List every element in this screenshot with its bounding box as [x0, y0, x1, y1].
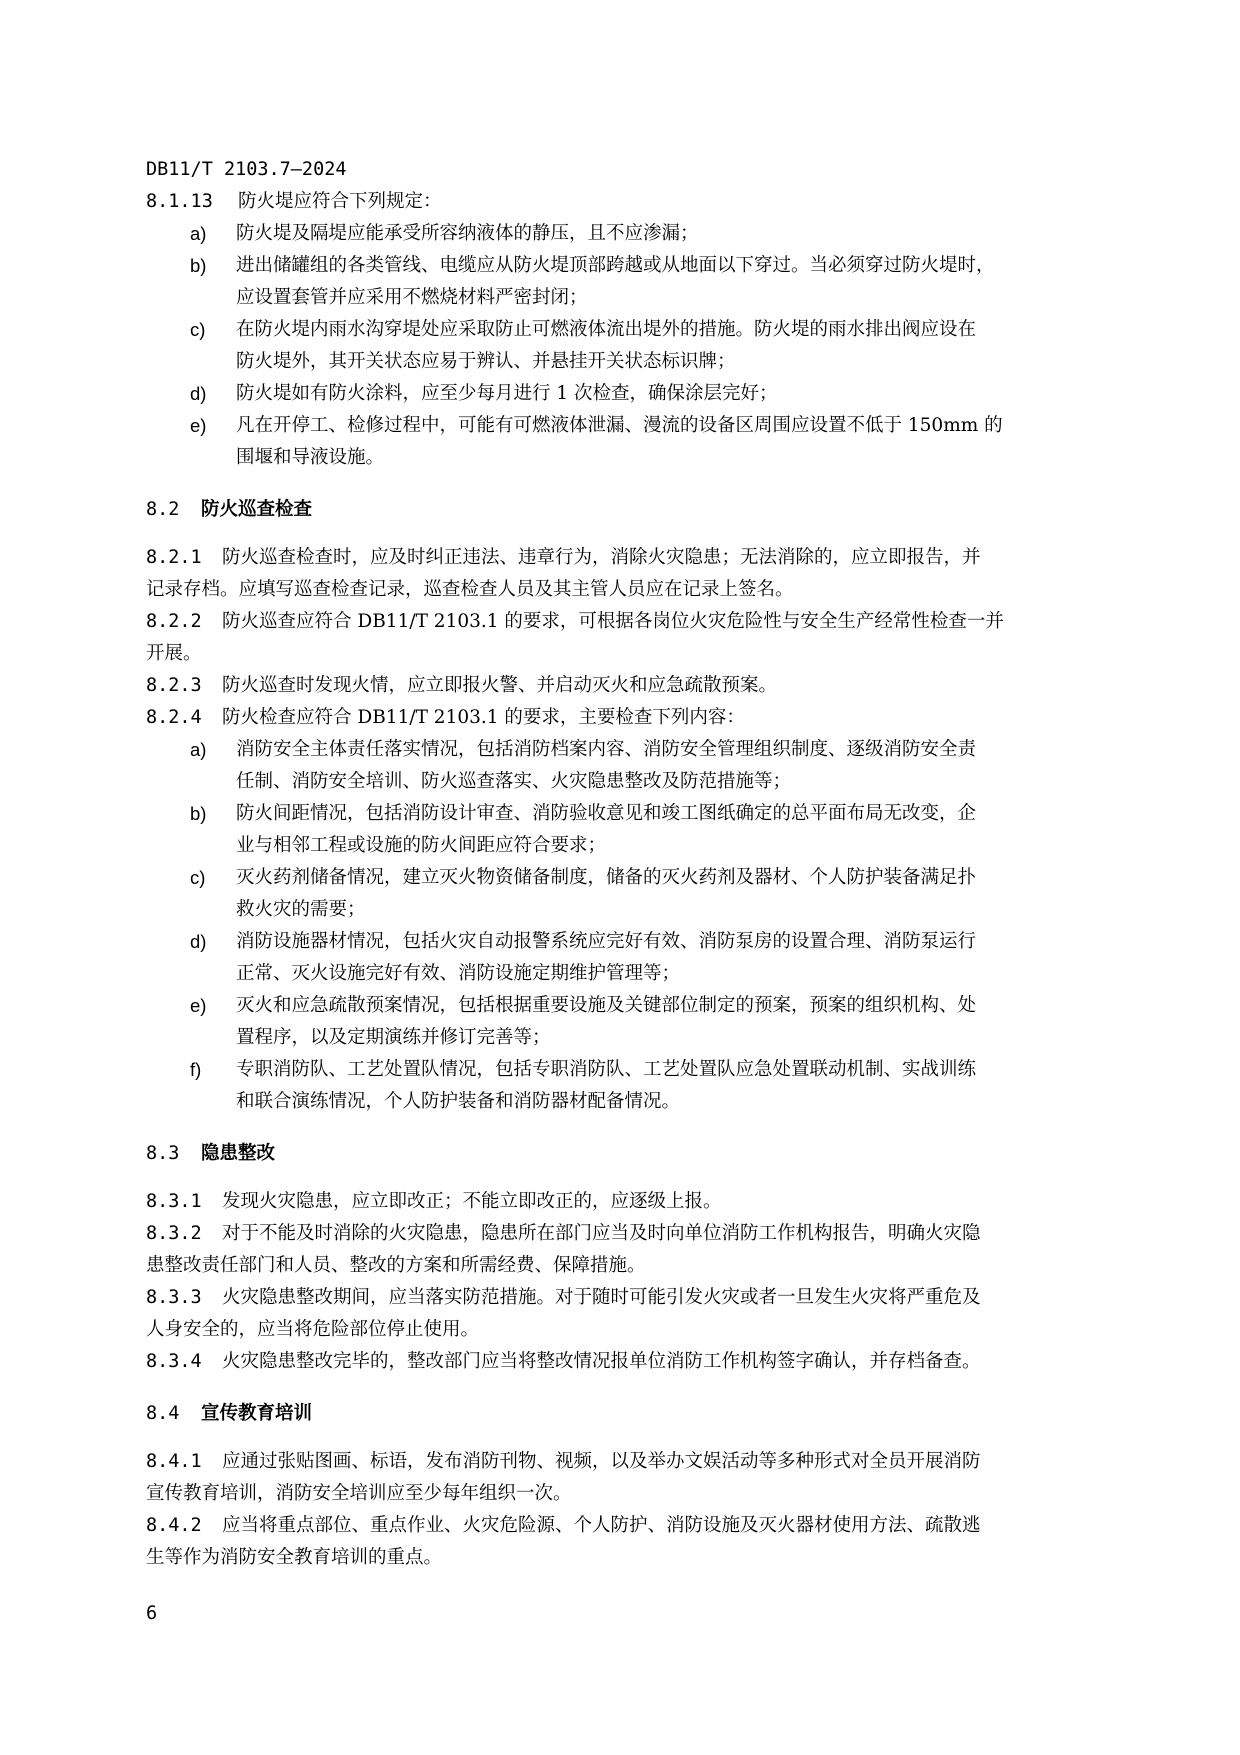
- section-heading-8-4: [146, 1402, 312, 1426]
- list-item-text: 专职消防队、工艺处置队情况，包括专职消防队、工艺处置队应急处置联动机制、实战训练: [236, 1059, 977, 1080]
- clause-number: 8.2.3: [146, 675, 202, 696]
- section-heading-8-3: [146, 1142, 275, 1166]
- clause-text: 开展。: [146, 643, 202, 664]
- list-item-text: 和联合演练情况，个人防护装备和消防器材配备情况。: [236, 1091, 681, 1112]
- clause-text: 宣传教育培训，消防安全培训应至少每年组织一次。: [146, 1483, 572, 1504]
- list-item-text: 业与相邻工程或设施的防火间距应符合要求；: [236, 835, 607, 856]
- clause-text: 应通过张贴图画、标语，发布消防刊物、视频，以及举办文娱活动等多种形式对全员开展消防: [222, 1451, 981, 1472]
- list-item-text: 防火堤外，其开关状态应易于辨认、并悬挂开关状态标识牌；: [236, 351, 736, 372]
- list-item-text: 任制、消防安全培训、防火巡查落实、火灾隐患整改及防范措施等；: [236, 771, 792, 792]
- clause-text: 防火检查应符合 DB11/T 2103.1 的要求，主要检查下列内容：: [222, 707, 745, 728]
- list-letter: f): [190, 1059, 202, 1080]
- clause-8-3-2: [146, 1222, 981, 1246]
- list-item-text: 灭火药剂储备情况，建立灭火物资储备制度，储备的灭火药剂及器材、个人防护装备满足扑: [236, 867, 977, 888]
- clause-text: 人身安全的，应当将危险部位停止使用。: [146, 1319, 480, 1340]
- list-letter: c): [190, 319, 206, 340]
- clause-8-2-2: [146, 610, 1004, 634]
- list-item-text: 进出储罐组的各类管线、电缆应从防火堤顶部跨越或从地面以下穿过。当必须穿过防火堤时，: [236, 255, 995, 276]
- list-item-text: 在防火堤内雨水沟穿堤处应采取防止可燃液体流出堤外的措施。防火堤的雨水排出阀应设在: [236, 319, 977, 340]
- section-number: 8.4: [146, 1403, 180, 1424]
- clause-number: 8.3.3: [146, 1287, 202, 1308]
- clause-number: 8.3.1: [146, 1191, 202, 1212]
- clause-8-4-1: [146, 1450, 981, 1474]
- clause-8-1-13: [146, 190, 442, 214]
- list-letter: d): [190, 931, 207, 952]
- clause-title: 防火堤应符合下列规定：: [238, 191, 442, 212]
- list-item-text: 灭火和应急疏散预案情况，包括根据重要设施及关键部位制定的预案，预案的组织机构、处: [236, 995, 977, 1016]
- list-item-text: 正常、灭火设施完好有效、消防设施定期维护管理等；: [236, 963, 681, 984]
- list-item-text: 应设置套管并应采用不燃烧材料严密封闭；: [236, 287, 588, 308]
- list-item-text: 消防设施器材情况，包括火灾自动报警系统应完好有效、消防泵房的设置合理、消防泵运行: [236, 931, 977, 952]
- clause-number: 8.3.2: [146, 1223, 202, 1244]
- list-letter: a): [190, 739, 207, 760]
- list-letter: c): [190, 867, 206, 888]
- clause-number: 8.2.2: [146, 611, 202, 632]
- clause-number: 8.1.13: [146, 191, 213, 212]
- clause-8-2-3: [146, 674, 777, 698]
- clause-text: 发现火灾隐患，应立即改正；不能立即改正的，应逐级上报。: [222, 1191, 722, 1212]
- clause-8-2-4: [146, 706, 745, 730]
- section-number: 8.3: [146, 1143, 180, 1164]
- clause-number: 8.2.1: [146, 547, 202, 568]
- clause-8-2-1: [146, 546, 981, 570]
- document-id: DB11/T 2103.7—2024: [146, 159, 347, 180]
- list-item-text: 救火灾的需要；: [236, 899, 366, 920]
- clause-text: 防火巡查时发现火情，应立即报火警、并启动灭火和应急疏散预案。: [222, 675, 778, 696]
- list-item-text: 消防安全主体责任落实情况，包括消防档案内容、消防安全管理组织制度、逐级消防安全责: [236, 739, 977, 760]
- list-item-text: 置程序，以及定期演练并修订完善等；: [236, 1027, 551, 1048]
- clause-8-3-3: [146, 1286, 981, 1310]
- list-item-text: 凡在开停工、检修过程中，可能有可燃液体泄漏、漫流的设备区周围应设置不低于 150mm 的: [236, 415, 1003, 436]
- clause-number: 8.4.1: [146, 1451, 202, 1472]
- clause-text: 火灾隐患整改期间，应当落实防范措施。对于随时可能引发火灾或者一旦发生火灾将严重危及: [222, 1287, 981, 1308]
- list-item-text: 围堰和导液设施。: [236, 447, 385, 468]
- section-title: 隐患整改: [201, 1143, 276, 1164]
- list-item-text: 防火间距情况，包括消防设计审查、消防验收意见和竣工图纸确定的总平面布局无改变，企: [236, 803, 977, 824]
- list-letter: e): [190, 995, 207, 1016]
- section-title: 宣传教育培训: [201, 1403, 313, 1424]
- section-heading-8-2: [146, 498, 312, 522]
- clause-text: 生等作为消防安全教育培训的重点。: [146, 1547, 443, 1568]
- clause-8-3-1: [146, 1190, 722, 1214]
- clause-text: 防火巡查检查时，应及时纠正违法、违章行为，消除火灾隐患；无法消除的，应立即报告，并: [222, 547, 981, 568]
- clause-number: 8.2.4: [146, 707, 202, 728]
- list-item-text: 防火堤及隔堤应能承受所容纳液体的静压，且不应渗漏；: [236, 223, 699, 244]
- clause-number: 8.3.4: [146, 1351, 202, 1372]
- clause-text: 防火巡查应符合 DB11/T 2103.1 的要求，可根据各岗位火灾危险性与安全生产经常性检查一并: [222, 611, 1004, 632]
- page-number: 6: [146, 1603, 158, 1624]
- list-letter: e): [190, 415, 207, 436]
- list-letter: d): [190, 383, 207, 404]
- section-number: 8.2: [146, 499, 180, 520]
- section-title: 防火巡查检查: [201, 499, 313, 520]
- clause-number: 8.4.2: [146, 1515, 202, 1536]
- clause-8-3-4: [146, 1350, 981, 1374]
- list-item-text: 防火堤如有防火涂料，应至少每月进行 1 次检查，确保涂层完好；: [236, 383, 778, 404]
- clause-text: 患整改责任部门和人员、整改的方案和所需经费、保障措施。: [146, 1255, 646, 1276]
- clause-text: 记录存档。应填写巡查检查记录，巡查检查人员及其主管人员应在记录上签名。: [146, 579, 794, 600]
- clause-text: 火灾隐患整改完毕的，整改部门应当将整改情况报单位消防工作机构签字确认，并存档备查。: [222, 1351, 981, 1372]
- list-letter: b): [190, 255, 207, 276]
- clause-text: 对于不能及时消除的火灾隐患，隐患所在部门应当及时向单位消防工作机构报告，明确火灾隐: [222, 1223, 981, 1244]
- clause-text: 应当将重点部位、重点作业、火灾危险源、个人防护、消防设施及灭火器材使用方法、疏散逃: [222, 1515, 981, 1536]
- list-letter: b): [190, 803, 207, 824]
- list-letter: a): [190, 223, 207, 244]
- clause-8-4-2: [146, 1514, 981, 1538]
